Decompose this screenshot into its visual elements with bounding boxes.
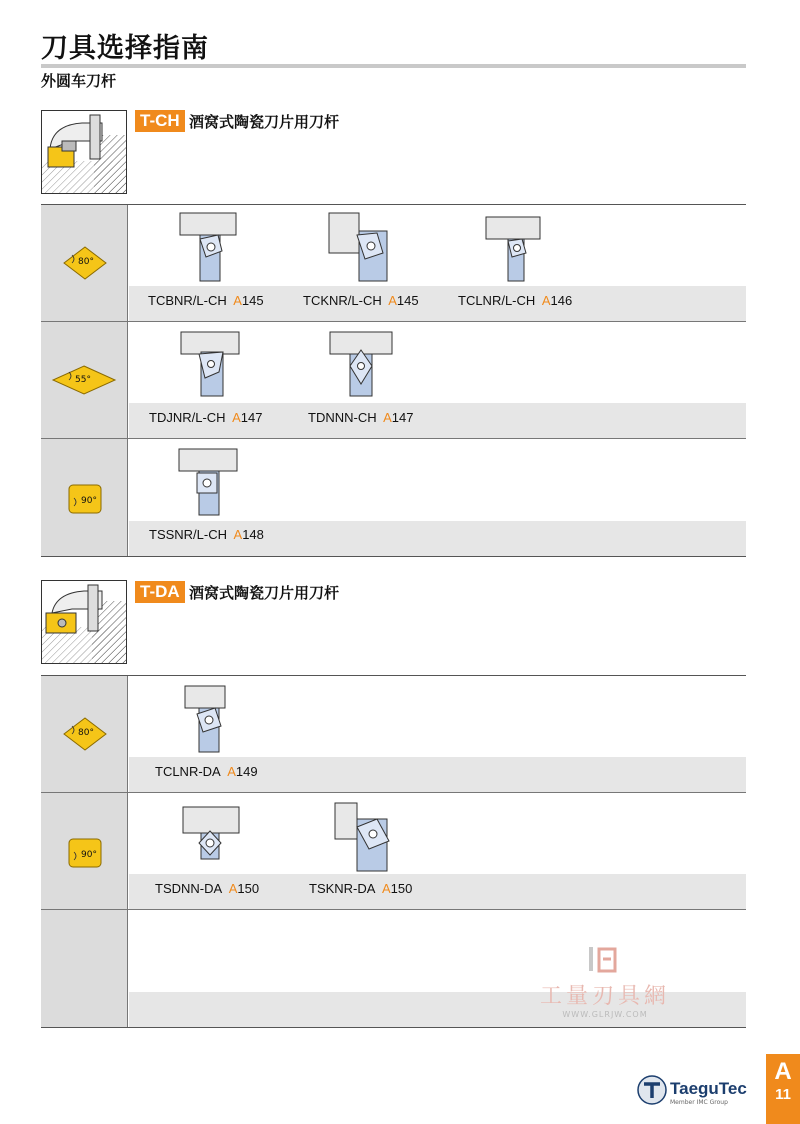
page-number: 148 <box>242 527 264 542</box>
title-rule <box>41 64 746 68</box>
brand-subtitle: Member IMC Group <box>670 1099 728 1106</box>
brand-name: TaeguTec <box>670 1079 747 1098</box>
page-number: 147 <box>240 410 263 425</box>
tch-row-80 <box>41 205 746 322</box>
tab-letter: A <box>774 1058 792 1085</box>
page-prefix: A <box>233 293 242 308</box>
holder-drawing <box>181 684 229 754</box>
page-number: 147 <box>391 410 414 425</box>
holder-code: TCLNR/L-CH <box>458 293 536 308</box>
holder-code: TDJNR/L-CH <box>149 410 226 425</box>
page-number: 145 <box>241 293 264 308</box>
watermark <box>530 945 680 1019</box>
page-prefix: A <box>232 410 241 425</box>
page-subtitle: 外圆车刀杆 <box>41 72 117 90</box>
insert-angle-label: 55° <box>75 375 91 385</box>
tch-row-55 <box>41 322 746 439</box>
page-prefix: A <box>383 410 392 425</box>
tda-row-90 <box>41 793 746 910</box>
page-prefix: A <box>541 293 551 308</box>
taegutec-emblem-icon <box>637 1075 667 1105</box>
holder-code: TSKNR-DA <box>309 881 376 896</box>
page-number: 149 <box>235 764 258 779</box>
insert-angle-label: 90° <box>81 850 97 860</box>
page-prefix: A <box>388 293 397 308</box>
section-tab <box>766 1054 800 1124</box>
holder-drawing <box>179 330 241 400</box>
page-title: 刀具选择指南 <box>41 33 209 64</box>
holder-code: TCKNR/L-CH <box>303 293 382 308</box>
watermark-logo-icon <box>585 945 625 975</box>
holder-drawing <box>178 211 238 283</box>
tch-section-title: 酒窝式陶瓷刀片用刀杆 <box>189 113 340 131</box>
page-number: 145 <box>396 293 419 308</box>
tch-badge: T-CH <box>135 110 185 132</box>
holder-drawing <box>333 801 393 873</box>
holder-code: TDNNN-CH <box>308 410 377 425</box>
page-prefix: A <box>381 881 391 896</box>
holder-drawing <box>484 215 544 283</box>
holder-code: TSDNN-DA <box>155 881 223 896</box>
page-prefix: A <box>233 527 243 542</box>
tda-section-title: 酒窝式陶瓷刀片用刀杆 <box>189 584 340 602</box>
holder-drawing <box>327 211 391 283</box>
page-prefix: A <box>227 764 236 779</box>
insert-angle-label: 90° <box>81 496 97 506</box>
holder-code: TCBNR/L-CH <box>148 293 227 308</box>
insert-angle-label: 80° <box>78 728 94 738</box>
page-number: 150 <box>237 881 260 896</box>
holder-code: TSSNR/L-CH <box>149 527 228 542</box>
tda-clamp-diagram <box>41 580 127 664</box>
tda-badge: T-DA <box>135 581 185 603</box>
tch-clamp-diagram <box>41 110 127 194</box>
holder-drawing <box>177 447 241 517</box>
watermark-url: WWW.GLRJW.COM <box>562 1010 648 1019</box>
page-number: 11 <box>775 1086 791 1103</box>
tch-row-90 <box>41 439 746 556</box>
holder-drawing <box>328 330 394 400</box>
holder-drawing <box>181 805 241 871</box>
tda-row-80 <box>41 676 746 793</box>
tch-table <box>41 204 746 557</box>
page-number: 150 <box>390 881 413 896</box>
insert-angle-label: 80° <box>78 257 94 267</box>
page-number: 146 <box>550 293 573 308</box>
holder-code: TCLNR-DA <box>155 764 221 779</box>
page-prefix: A <box>228 881 238 896</box>
watermark-text: 工量刃具網 <box>539 984 670 1009</box>
